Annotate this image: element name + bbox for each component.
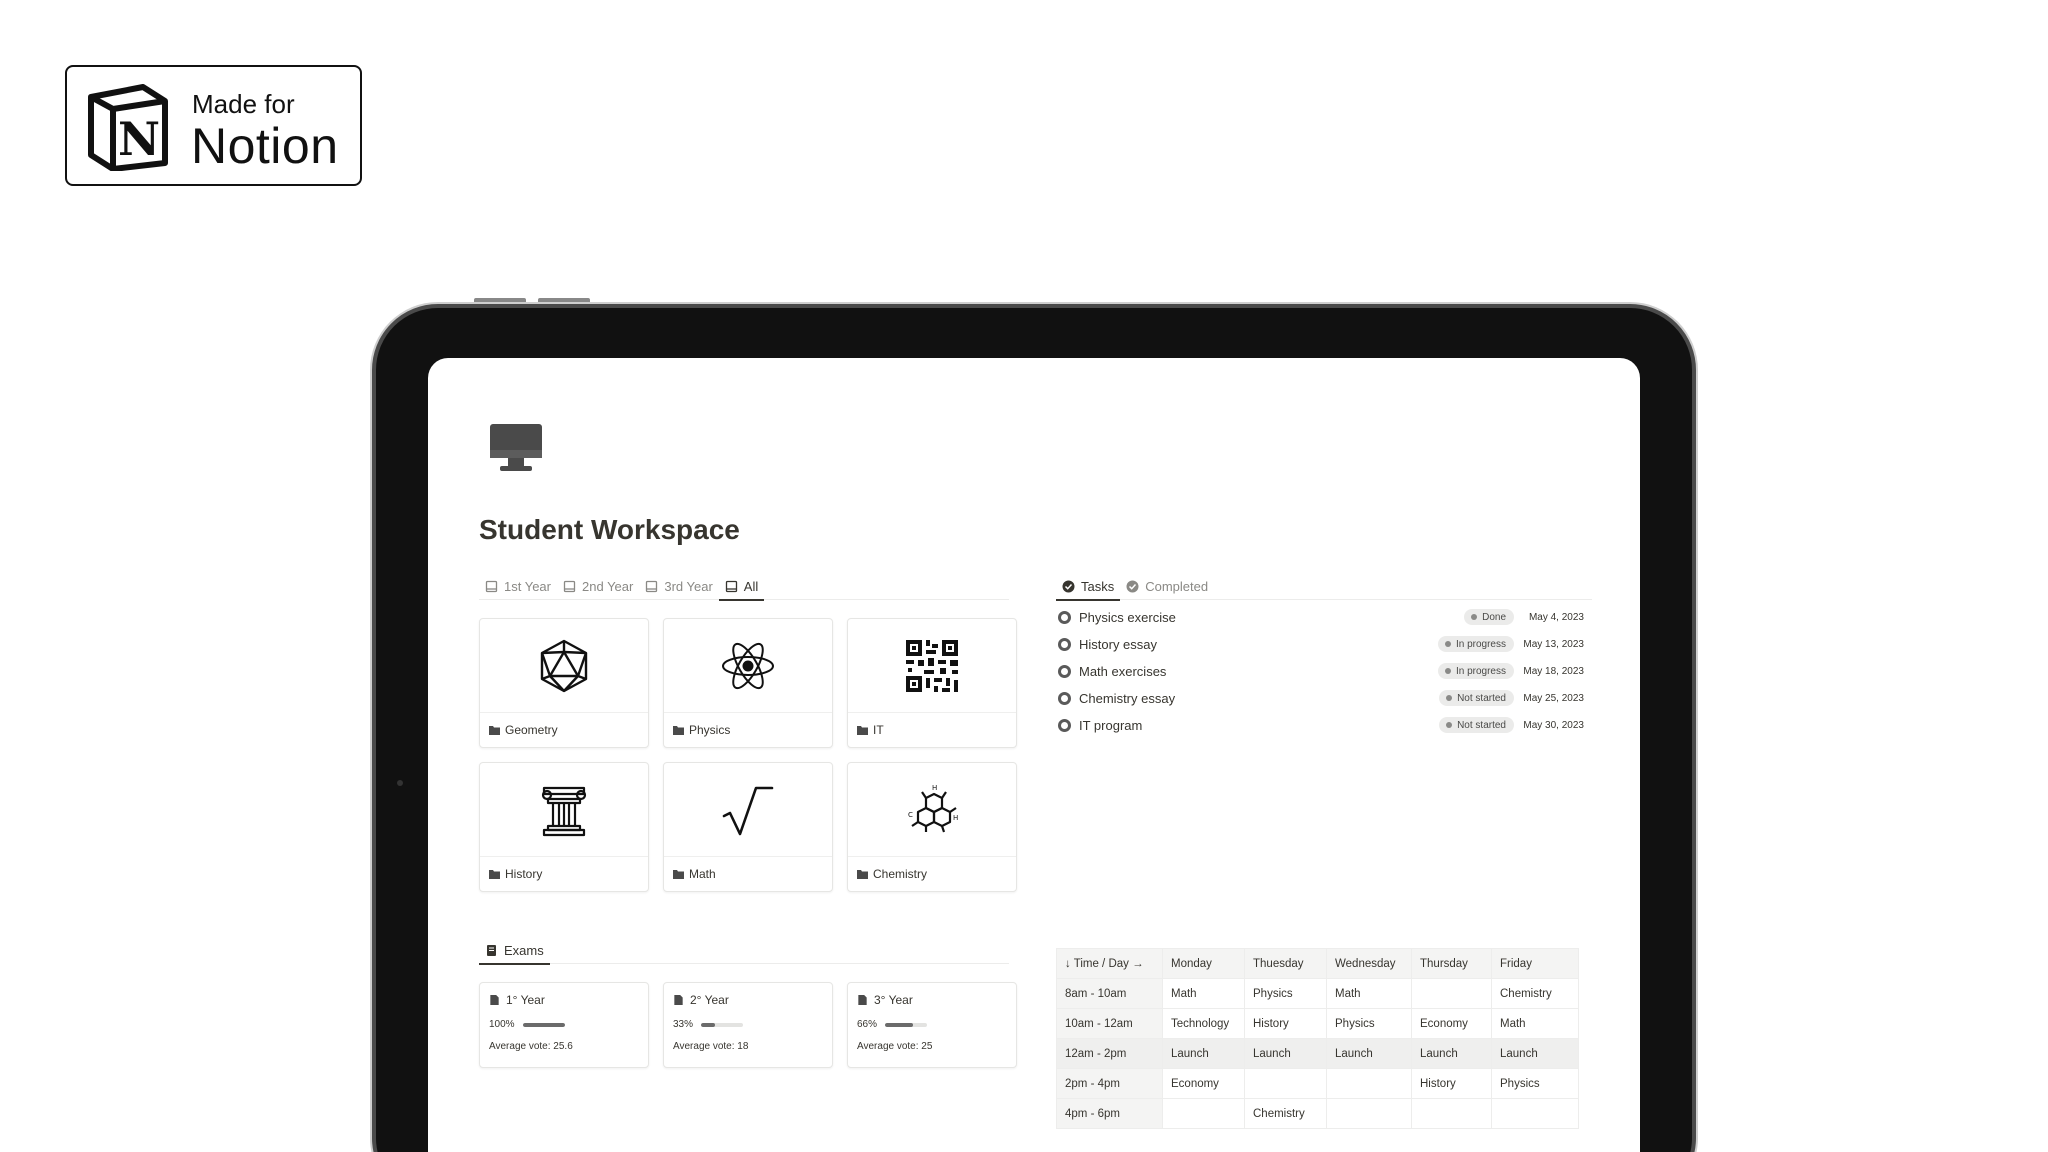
subject-name: Geometry [505, 723, 558, 737]
tab-label: Tasks [1081, 578, 1115, 594]
card-cover [664, 763, 832, 857]
tab-label: Completed [1145, 578, 1209, 594]
timetable-row [1057, 1009, 1579, 1039]
task-checkbox[interactable] [1058, 719, 1071, 732]
time-slot: 8am - 10am [1057, 979, 1163, 1009]
subject-card-history[interactable] [479, 762, 649, 892]
svg-text:N: N [117, 112, 161, 166]
tab-label: Exams [504, 942, 544, 958]
status-badge[interactable] [1464, 609, 1514, 625]
time-slot: 10am - 12am [1057, 1009, 1163, 1039]
timetable-cell[interactable] [1412, 979, 1492, 1009]
progress-fill [701, 1023, 715, 1027]
folder-icon [673, 725, 684, 735]
average-vote: Average vote: 18 [673, 1041, 749, 1052]
card-label [857, 723, 884, 737]
timetable-cell[interactable]: Launch [1163, 1039, 1245, 1069]
card-label [673, 723, 730, 737]
timetable-cell[interactable]: Launch [1245, 1039, 1327, 1069]
subject-name: History [505, 867, 543, 881]
book-icon [563, 580, 576, 593]
timetable-cell[interactable] [1492, 1099, 1579, 1129]
subject-card-physics[interactable] [663, 618, 833, 748]
svg-text:C: C [908, 810, 913, 819]
task-date: May 4, 2023 [1528, 611, 1584, 623]
exam-card-year-2[interactable] [663, 982, 833, 1068]
tab-1st-year[interactable] [479, 572, 557, 600]
status-text: Done [1482, 611, 1506, 623]
subject-card-it[interactable] [847, 618, 1017, 748]
folder-icon [857, 869, 868, 879]
header-cell: ↓ Time / Day → [1057, 949, 1163, 979]
task-date: May 30, 2023 [1523, 719, 1584, 731]
task-checkbox[interactable] [1058, 692, 1071, 705]
timetable-cell[interactable]: Launch [1492, 1039, 1579, 1069]
tab-2nd-year[interactable] [557, 572, 639, 600]
timetable-cell[interactable]: Chemistry [1245, 1099, 1327, 1129]
molecule-icon [904, 782, 960, 838]
document-icon [489, 995, 500, 1005]
subject-card-geometry[interactable] [479, 618, 649, 748]
timetable-cell[interactable]: Economy [1412, 1009, 1492, 1039]
task-view-tabs [1056, 572, 1592, 600]
header-cell: Thuesday [1245, 949, 1327, 979]
tab-3rd-year[interactable] [639, 572, 718, 600]
timetable-cell[interactable]: Launch [1412, 1039, 1492, 1069]
status-badge[interactable] [1439, 717, 1514, 733]
tab-label: All [743, 578, 759, 594]
average-vote: Average vote: 25 [857, 1041, 933, 1052]
badge-notion-text: Notion [191, 118, 339, 174]
progress-percent: 33% [673, 1019, 694, 1030]
exam-progress [489, 1019, 565, 1030]
card-cover [480, 619, 648, 713]
task-row[interactable] [1056, 714, 1592, 736]
task-checkbox[interactable] [1058, 611, 1071, 624]
status-dot [1445, 668, 1451, 674]
timetable-cell[interactable]: Math [1492, 1009, 1579, 1039]
tab-all[interactable] [719, 572, 764, 600]
greek-column-icon [536, 782, 592, 838]
gallery-view-tabs [479, 572, 1009, 600]
card-label [489, 723, 558, 737]
status-dot [1446, 722, 1452, 728]
subject-name: IT [873, 723, 884, 737]
task-checkbox[interactable] [1058, 638, 1071, 651]
timetable-cell[interactable]: Physics [1492, 1069, 1579, 1099]
exams-view-tabs [479, 936, 1009, 964]
badge-made-for-text: Made for [192, 89, 295, 119]
subject-name: Physics [689, 723, 731, 737]
atom-icon [720, 638, 776, 694]
card-label [489, 867, 542, 881]
progress-bar [885, 1023, 927, 1027]
progress-bar [523, 1023, 565, 1027]
timetable-cell[interactable]: Physics [1327, 1009, 1412, 1039]
task-row[interactable] [1056, 606, 1592, 628]
task-date: May 25, 2023 [1523, 692, 1584, 704]
exam-year: 1° Year [506, 993, 545, 1007]
average-vote: Average vote: 25.6 [489, 1041, 573, 1052]
status-text: In progress [1455, 638, 1506, 650]
weekly-timetable [1056, 948, 1579, 1129]
card-cover [848, 619, 1016, 713]
task-name: Physics exercise [1079, 609, 1176, 625]
task-name: History essay [1079, 636, 1158, 652]
square-root-icon [720, 782, 776, 838]
exam-book-icon [485, 944, 498, 957]
timetable-cell[interactable]: History [1412, 1069, 1492, 1099]
task-row[interactable] [1056, 633, 1592, 655]
svg-text:H: H [932, 783, 938, 792]
timetable-cell[interactable]: History [1245, 1009, 1327, 1039]
header-cell: Wednesday [1327, 949, 1412, 979]
book-icon [645, 580, 658, 593]
tab-label: 1st Year [504, 578, 551, 594]
timetable-row [1057, 979, 1579, 1009]
task-checkbox[interactable] [1058, 665, 1071, 678]
book-icon [485, 580, 498, 593]
progress-fill [885, 1023, 913, 1027]
notion-logo-icon [85, 83, 171, 171]
progress-bar [701, 1023, 743, 1027]
book-icon [725, 580, 738, 593]
task-name: IT program [1079, 717, 1143, 733]
timetable-cell[interactable] [1412, 1099, 1492, 1129]
card-cover [480, 763, 648, 857]
status-text: Not started [1457, 692, 1506, 704]
header-cell: Monday [1163, 949, 1245, 979]
exam-card-year-3[interactable] [847, 982, 1017, 1068]
exam-year: 2° Year [690, 993, 729, 1007]
time-slot: 4pm - 6pm [1057, 1099, 1163, 1129]
timetable-cell[interactable]: Math [1163, 979, 1245, 1009]
timetable-cell[interactable] [1163, 1099, 1245, 1129]
tab-completed[interactable] [1120, 572, 1214, 600]
exam-card-year-1[interactable] [479, 982, 649, 1068]
document-icon [857, 995, 868, 1005]
header-cell: Friday [1492, 949, 1579, 979]
status-dot [1446, 695, 1452, 701]
timetable-cell[interactable]: Economy [1163, 1069, 1245, 1099]
status-text: In progress [1455, 665, 1506, 677]
timetable-cell[interactable]: Physics [1245, 979, 1327, 1009]
status-badge[interactable] [1439, 690, 1514, 706]
made-for-notion-badge [65, 65, 362, 186]
tablet-camera [397, 780, 403, 786]
status-badge[interactable] [1438, 663, 1514, 679]
page-title: Student Workspace [479, 514, 740, 545]
timetable-row [1057, 1069, 1579, 1099]
tab-exams[interactable] [479, 936, 550, 964]
desktop-monitor-icon [488, 422, 544, 474]
header-cell: Thursday [1412, 949, 1492, 979]
timetable-cell[interactable]: Chemistry [1492, 979, 1579, 1009]
task-row[interactable] [1056, 687, 1592, 709]
folder-icon [489, 869, 500, 879]
subject-card-math[interactable] [663, 762, 833, 892]
check-circle-icon [1062, 580, 1075, 593]
exam-title [857, 993, 913, 1007]
task-name: Math exercises [1079, 663, 1167, 679]
folder-icon [673, 869, 684, 879]
folder-icon [489, 725, 500, 735]
exam-title [489, 993, 545, 1007]
document-icon [673, 995, 684, 1005]
progress-percent: 66% [857, 1019, 878, 1030]
status-badge[interactable] [1438, 636, 1514, 652]
timetable-row [1057, 1039, 1579, 1069]
timetable-cell[interactable] [1327, 1099, 1412, 1129]
tab-tasks[interactable] [1056, 572, 1120, 600]
progress-fill [523, 1023, 565, 1027]
qr-code-icon [904, 638, 960, 694]
timetable-row [1057, 1099, 1579, 1129]
progress-percent: 100% [489, 1019, 515, 1030]
timetable-cell[interactable] [1327, 1069, 1412, 1099]
notion-page-screen [428, 358, 1640, 1152]
timetable-cell[interactable]: Technology [1163, 1009, 1245, 1039]
card-cover [848, 763, 1016, 857]
check-circle-icon [1126, 580, 1139, 593]
subject-name: Math [689, 867, 716, 881]
status-dot [1445, 641, 1451, 647]
card-label [673, 867, 716, 881]
time-slot: 2pm - 4pm [1057, 1069, 1163, 1099]
exam-title [673, 993, 729, 1007]
icosahedron-icon [536, 638, 592, 694]
timetable-cell[interactable] [1245, 1069, 1327, 1099]
time-slot: 12am - 2pm [1057, 1039, 1163, 1069]
timetable-header-row [1057, 949, 1579, 979]
exam-progress [857, 1019, 927, 1030]
subject-name: Chemistry [873, 867, 928, 881]
task-date: May 13, 2023 [1523, 638, 1584, 650]
task-date: May 18, 2023 [1523, 665, 1584, 677]
task-row[interactable] [1056, 660, 1592, 682]
card-label [857, 867, 927, 881]
tab-label: 2nd Year [582, 578, 634, 594]
timetable-cell[interactable]: Launch [1327, 1039, 1412, 1069]
status-text: Not started [1457, 719, 1506, 731]
exam-year: 3° Year [874, 993, 913, 1007]
subject-card-chemistry[interactable] [847, 762, 1017, 892]
folder-icon [857, 725, 868, 735]
status-dot [1471, 614, 1477, 620]
task-name: Chemistry essay [1079, 690, 1176, 706]
card-cover [664, 619, 832, 713]
exam-progress [673, 1019, 743, 1030]
tab-label: 3rd Year [664, 578, 713, 594]
timetable-cell[interactable]: Math [1327, 979, 1412, 1009]
svg-text:H: H [953, 813, 959, 822]
